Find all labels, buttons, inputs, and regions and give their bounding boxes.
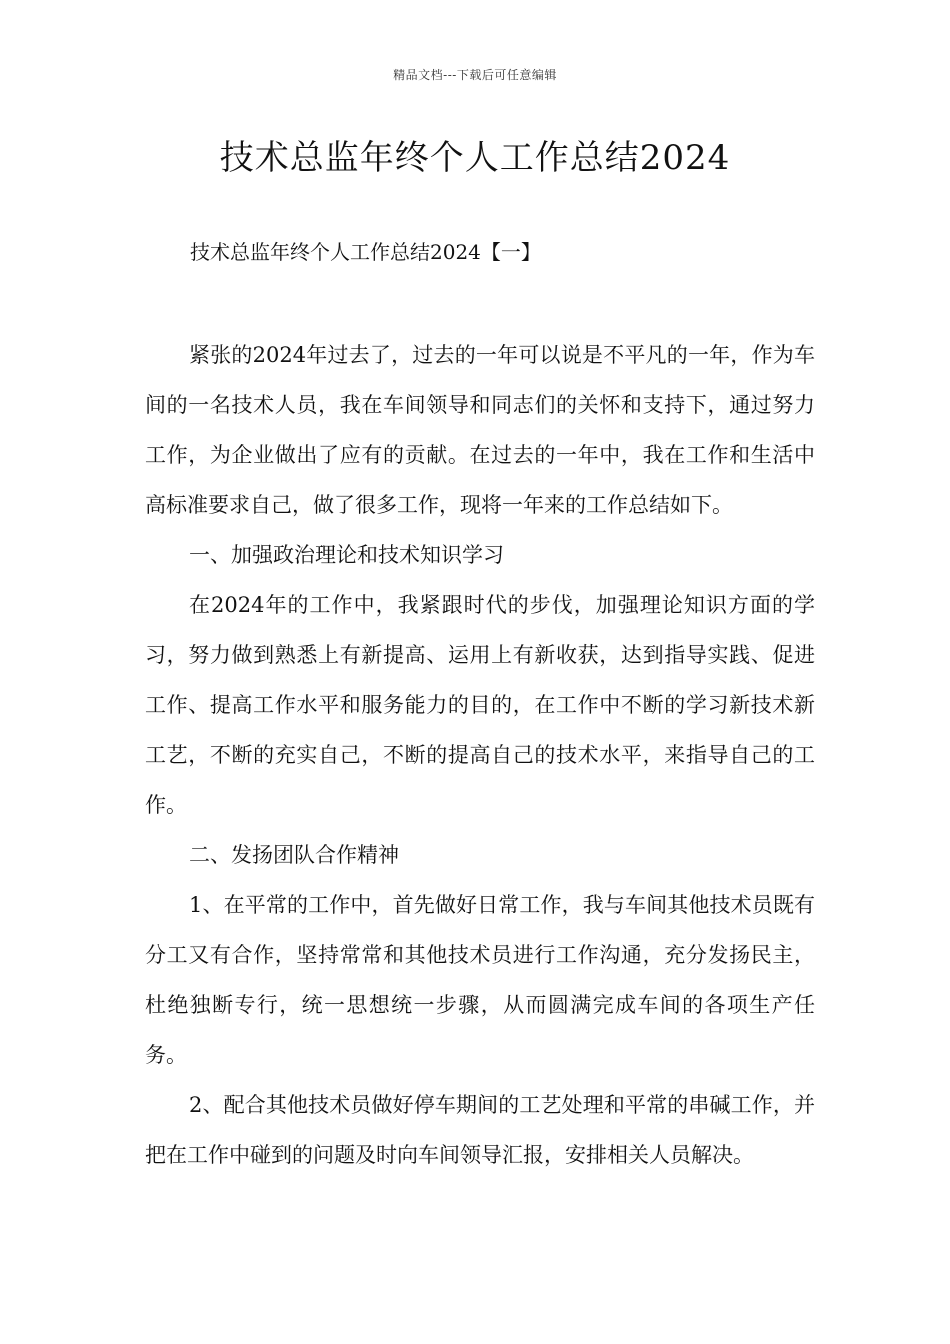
paragraph-study: 在2024年的工作中，我紧跟时代的步伐，加强理论知识方面的学习，努力做到熟悉上有新提高、运用上有新收获，达到指导实践、促进工作、提高工作水平和服务能力的目的，在工作中不断的学习新技术新工艺，不断的充实自己，不断的提高自己的技术水平，来指导自己的工作。 — [145, 593, 815, 817]
paragraph-intro: 紧张的2024年过去了，过去的一年可以说是不平凡的一年，作为车间的一名技术人员，我在车间领导和同志们的关怀和支持下，通过努力工作，为企业做出了应有的贡献。在过去的一年中，我在工作和生活中高标准要求自己，做了很多工作，现将一年来的工作总结如下。 — [145, 343, 815, 517]
section-heading-2: 二、发扬团队合作精神 — [189, 843, 399, 867]
section-heading-1: 一、加强政治理论和技术知识学习 — [189, 543, 504, 567]
document-title: 技术总监年终个人工作总结2024 — [219, 138, 731, 178]
section-subtitle: 技术总监年终个人工作总结2024【一】 — [190, 240, 541, 264]
paragraph-teamwork-2: 2、配合其他技术员做好停车期间的工艺处理和平常的串碱工作，并把在工作中碰到的问题及时向车间领导汇报，安排相关人员解决。 — [145, 1093, 815, 1167]
document-body — [145, 330, 815, 1180]
paragraph-teamwork-1: 1、在平常的工作中，首先做好日常工作，我与车间其他技术员既有分工又有合作，坚持常常和其他技术员进行工作沟通，充分发扬民主，杜绝独断专行，统一思想统一步骤，从而圆满完成车间的各项生产任务。 — [145, 893, 815, 1067]
page-header-note: 精品文档---下载后可任意编辑 — [393, 68, 557, 82]
